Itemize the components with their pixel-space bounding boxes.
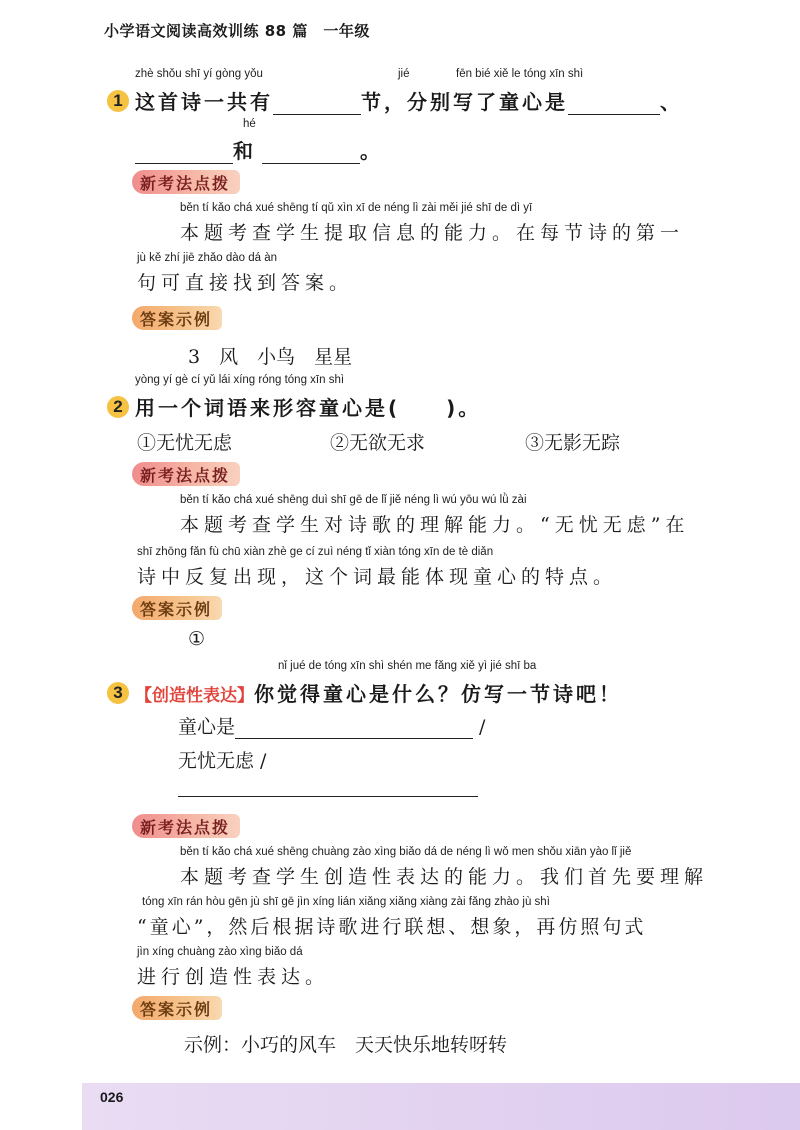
q2-pinyin: yòng yí gè cí yǔ lái xíng róng tóng xīn shì: [135, 374, 345, 386]
q3-number-badge: 3: [107, 682, 129, 704]
q3-question-text: 你觉得童心是什么？仿写一节诗吧！: [254, 682, 622, 706]
q2-answer-badge: 答案示例: [132, 596, 222, 620]
q1-blank-3[interactable]: [262, 145, 360, 164]
q3-answer: 示例：小巧的风车 天天快乐地转呀转: [184, 1034, 508, 1056]
q3-tip-pinyin-1: běn tí kǎo chá xué shēng chuàng zào xìng biǎo dá de néng lì wǒ men shǒu xiān yào lǐ jiě: [180, 846, 632, 858]
q1-text-b: 节，分别写了童心是: [361, 90, 568, 114]
q1-answer: 3 风 小鸟 星星: [188, 346, 353, 368]
q2-option-2[interactable]: ②无欲无求: [330, 432, 426, 454]
q3-tip-badge: 新考法点拨: [132, 814, 240, 838]
page-number: 026: [100, 1089, 124, 1105]
q1-tip-pinyin-1: běn tí kǎo chá xué shēng tí qǔ xìn xī de néng lì zài měi jié shī de dì yī: [180, 202, 533, 214]
q1-blank-count[interactable]: [273, 96, 361, 115]
q1-question-line2: [135, 135, 383, 164]
q3-tip-line-1: 本题考查学生创造性表达的能力。我们首先要理解: [180, 866, 709, 888]
page-header-title: 小学语文阅读高效训练 88 篇 一年级: [104, 22, 370, 40]
q2-tip-badge: 新考法点拨: [132, 462, 240, 486]
q3-tip-line-2: “童心”，然后根据诗歌进行联想、想象，再仿照句式: [137, 916, 647, 938]
q1-tip-line-2: 句可直接找到答案。: [137, 272, 354, 294]
q2-question: 用一个词语来形容童心是( )。: [135, 396, 482, 420]
q1-text-d: 和: [233, 139, 256, 163]
q1-question-line1: [135, 86, 683, 115]
q3-tip-pinyin-3: jìn xíng chuàng zào xìng biǎo dá: [137, 946, 303, 958]
q3-blank-1[interactable]: [235, 718, 473, 739]
q1-text-a: 这首诗一共有: [135, 90, 273, 114]
q2-number-badge: 2: [107, 396, 129, 418]
q1-blank-1[interactable]: [568, 96, 660, 115]
q1-text-e: 。: [360, 139, 383, 163]
q1-text-c: 、: [660, 90, 683, 114]
q2-tip-pinyin-2: shī zhōng fǎn fù chū xiàn zhè ge cí zuì néng tǐ xiàn tóng xīn de tè diǎn: [137, 546, 494, 558]
q3-question: [135, 678, 622, 707]
q2-tip-line-1: 本题考查学生对诗歌的理解能力。“无忧无虑”在: [180, 514, 690, 536]
q1-tip-line-1: 本题考查学生提取信息的能力。在每节诗的第一: [180, 222, 685, 244]
q1-pinyin-b: jié: [398, 68, 410, 80]
q1-tip-pinyin-2: jù kě zhí jiē zhǎo dào dá àn: [137, 252, 278, 264]
q1-pinyin-c: fēn bié xiě le tóng xīn shì: [456, 68, 584, 80]
q3-tip-pinyin-2: tóng xīn rán hòu gēn jù shī gē jìn xíng lián xiǎng xiǎng xiàng zài fǎng zhào jù shì: [142, 896, 550, 908]
q3-line1-suffix: /: [479, 716, 486, 738]
q3-pinyin: nǐ jué de tóng xīn shì shén me fǎng xiě yì jié shī ba: [278, 660, 537, 672]
q3-tag: 【创造性表达】: [135, 686, 254, 706]
q3-blank-2[interactable]: [178, 796, 478, 797]
q1-pinyin-d: hé: [243, 118, 256, 130]
q2-option-3[interactable]: ③无影无踪: [525, 432, 621, 454]
q2-option-1[interactable]: ①无忧无虑: [137, 432, 233, 454]
q3-answer-badge: 答案示例: [132, 996, 222, 1020]
q3-write-line-1: [178, 712, 485, 739]
q3-line1-prefix: 童心是: [178, 716, 236, 738]
q3-line2: 无忧无虑 /: [178, 750, 267, 772]
q2-tip-pinyin-1: běn tí kǎo chá xué shēng duì shī gē de lǐ jiě néng lì wú yōu wú lǜ zài: [180, 494, 527, 506]
q3-tip-line-3: 进行创造性表达。: [137, 966, 330, 988]
q1-number-badge: 1: [107, 90, 129, 112]
q2-answer: ①: [188, 628, 206, 650]
q1-answer-badge: 答案示例: [132, 306, 222, 330]
q2-tip-line-2: 诗中反复出现，这个词最能体现童心的特点。: [137, 566, 618, 588]
page-footer-band: [82, 1083, 800, 1130]
q1-tip-badge: 新考法点拨: [132, 170, 240, 194]
q1-pinyin-a: zhè shǒu shī yí gòng yǒu: [135, 68, 263, 80]
q1-blank-2[interactable]: [135, 145, 233, 164]
